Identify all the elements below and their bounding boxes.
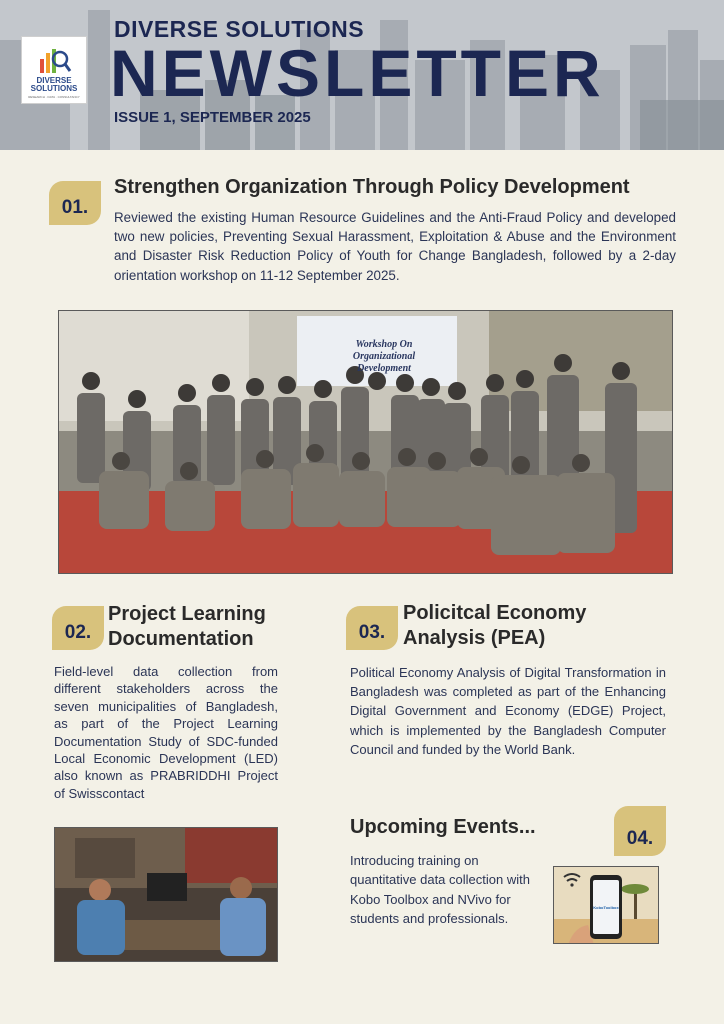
section-number-badge-03 xyxy=(346,606,398,650)
logo-name-line2: SOLUTIONS xyxy=(30,84,78,93)
logo-wordmark xyxy=(22,77,86,93)
section3-title-line1: Policitcal Economy xyxy=(403,602,587,624)
issue-label: ISSUE 1, SEPTEMBER 2025 xyxy=(114,109,311,126)
section4-title: Upcoming Events... xyxy=(350,816,536,838)
section-number-badge-02 xyxy=(52,606,104,650)
kobo-toolbox-illustration xyxy=(553,866,659,944)
section-number-badge-01 xyxy=(49,181,101,225)
header-banner xyxy=(0,0,724,150)
logo-name-line1: DIVERSE xyxy=(36,76,72,85)
section2-body: Field-level data collection from different stakeholders across the seven municipalities of Bangladesh, as part of the Project Learning Documentation Study of SDC-funded Local Economic Development (LED) also known as PRABRIDDHI Project of Swisscontact xyxy=(54,664,278,801)
workshop-group-photo xyxy=(58,310,673,574)
section1-title: Strengthen Organization Through Policy Development xyxy=(114,176,630,198)
section2-title-line2: Documentation xyxy=(108,628,254,650)
section1-body: Reviewed the existing Human Resource Guidelines and the Anti-Fraud Policy and developed two new policies, Preventing Sexual Harassment, Exploitation & Abuse and the Environment and Disaster Risk Reduction Policy of Youth for Change Bangladesh, followed by a 2-day orientation workshop on 11-12 September 2025. xyxy=(114,210,676,283)
workshop-banner-line2: Organizational Development xyxy=(352,351,416,374)
section3-body: Political Economy Analysis of Digital Transformation in Bangladesh was completed as part of the Enhancing Digital Government and Economy (EDGE) Project, which is implemented by the Bangladesh Computer Council and funded by the World Bank. xyxy=(350,665,666,757)
section4-body: Introducing training on quantitative data collection with Kobo Toolbox and NVivo for students and professionals. xyxy=(350,853,530,927)
section-number: 03. xyxy=(358,622,386,643)
brand-name: DIVERSE SOLUTIONS xyxy=(114,16,365,42)
section-number: 02. xyxy=(64,622,92,643)
section2-title-line1: Project Learning xyxy=(108,603,266,625)
workshop-banner-line1: Workshop On xyxy=(355,339,413,350)
field-interview-photo xyxy=(54,827,278,962)
kobo-phone-label: KoboToolbox xyxy=(593,905,619,910)
section3-title-line2: Analysis (PEA) xyxy=(403,627,546,649)
workshop-banner-text xyxy=(329,339,439,375)
diverse-solutions-logo xyxy=(21,36,87,104)
magnifier-bars-icon xyxy=(38,45,72,77)
section-number-badge-04 xyxy=(614,806,666,856)
section2-title xyxy=(108,602,266,652)
newsletter-title: NEWSLETTER xyxy=(110,36,605,110)
section3-title xyxy=(403,601,586,651)
section-number: 01. xyxy=(61,197,89,218)
section-number: 04. xyxy=(626,828,654,849)
logo-tagline: RESEARCH · DATA · CONSULTANCY xyxy=(28,95,80,99)
field-photo-illustration xyxy=(55,828,278,962)
